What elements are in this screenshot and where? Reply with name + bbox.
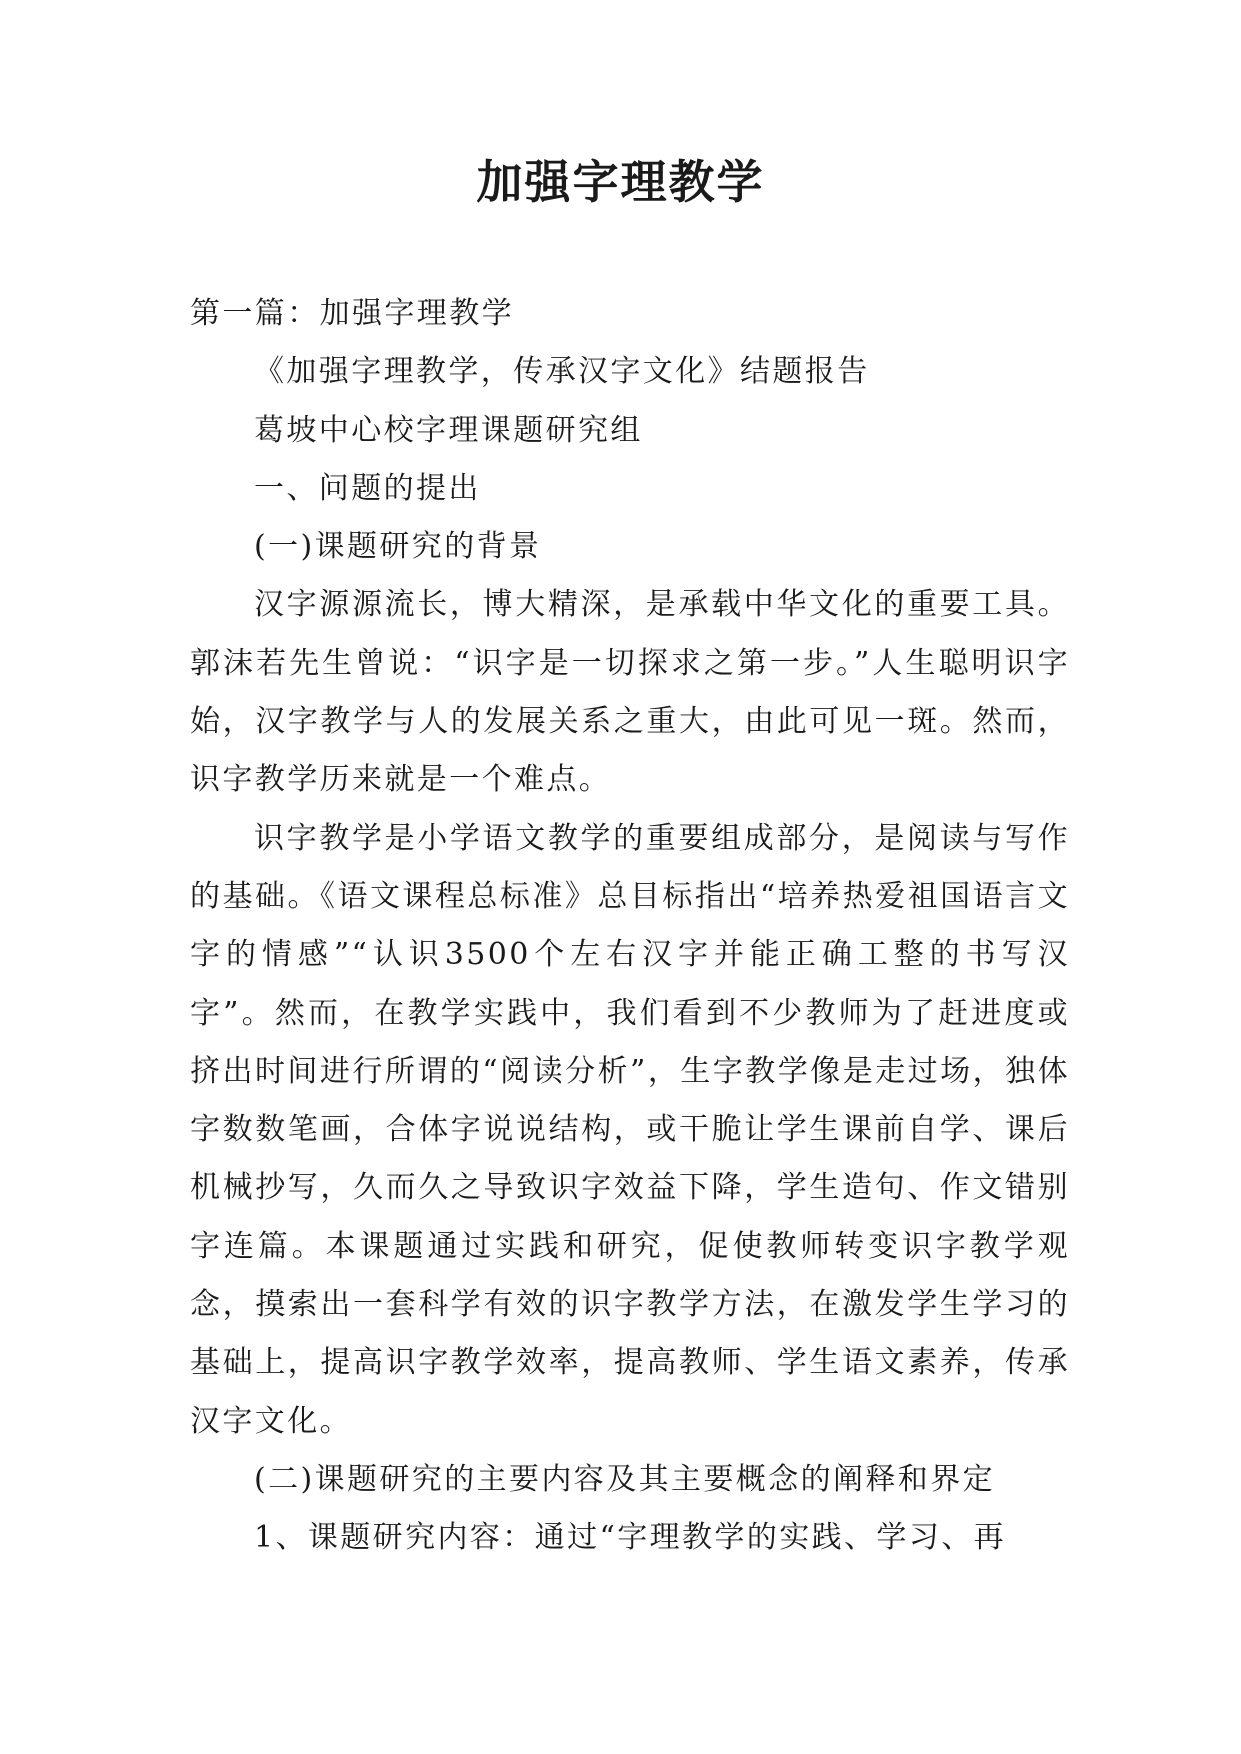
body-paragraph: 识字教学是小学语文教学的重要组成部分，是阅读与写作的基础。《语文课程总标准》总目标指出“培养热爱祖国语言文字的情感”“认识3500个左右汉字并能正确工整的书写汉字”。然而，在教学实践中，我们看到不少教师为了赶进度或挤出时间进行所谓的“阅读分析”，生字教学像是走过场，独体字数数笔画，合体字说说结构，或干脆让学生课前自学、课后机械抄写，久而久之导致识字效益下降，学生造句、作文错别字连篇。本课题通过实践和研究，促使教师转变识字教学观念，摸索出一套科学有效的识字教学方法，在激发学生学习的基础上，提高识字教学效率，提高教师、学生语文素养，传承汉字文化。 xyxy=(190,820,1070,1439)
section-heading: 一、问题的提出 xyxy=(254,470,481,506)
document-body xyxy=(190,285,1070,1568)
report-title: 《加强字理教学，传承汉字文化》结题报告 xyxy=(254,354,870,390)
part-heading: 第一篇：加强字理教学 xyxy=(190,296,514,331)
subsection-heading: (二)课题研究的主要内容及其主要概念的阐释和界定 xyxy=(254,1461,996,1497)
document-title: 加强字理教学 xyxy=(476,155,765,209)
subsection-heading: (一)课题研究的背景 xyxy=(254,529,542,565)
author-group: 葛坡中心校字理课题研究组 xyxy=(254,412,643,448)
body-paragraph: 1、课题研究内容：通过“字理教学的实践、学习、再 xyxy=(254,1520,1007,1556)
body-paragraph: 汉字源源流长，博大精深，是承载中华文化的重要工具。郭沫若先生曾说：“识字是一切探求之第一步。”人生聪明识字始，汉字教学与人的发展关系之重大，由此可见一斑。然而，识字教学历来就是一个难点。 xyxy=(190,587,1070,798)
